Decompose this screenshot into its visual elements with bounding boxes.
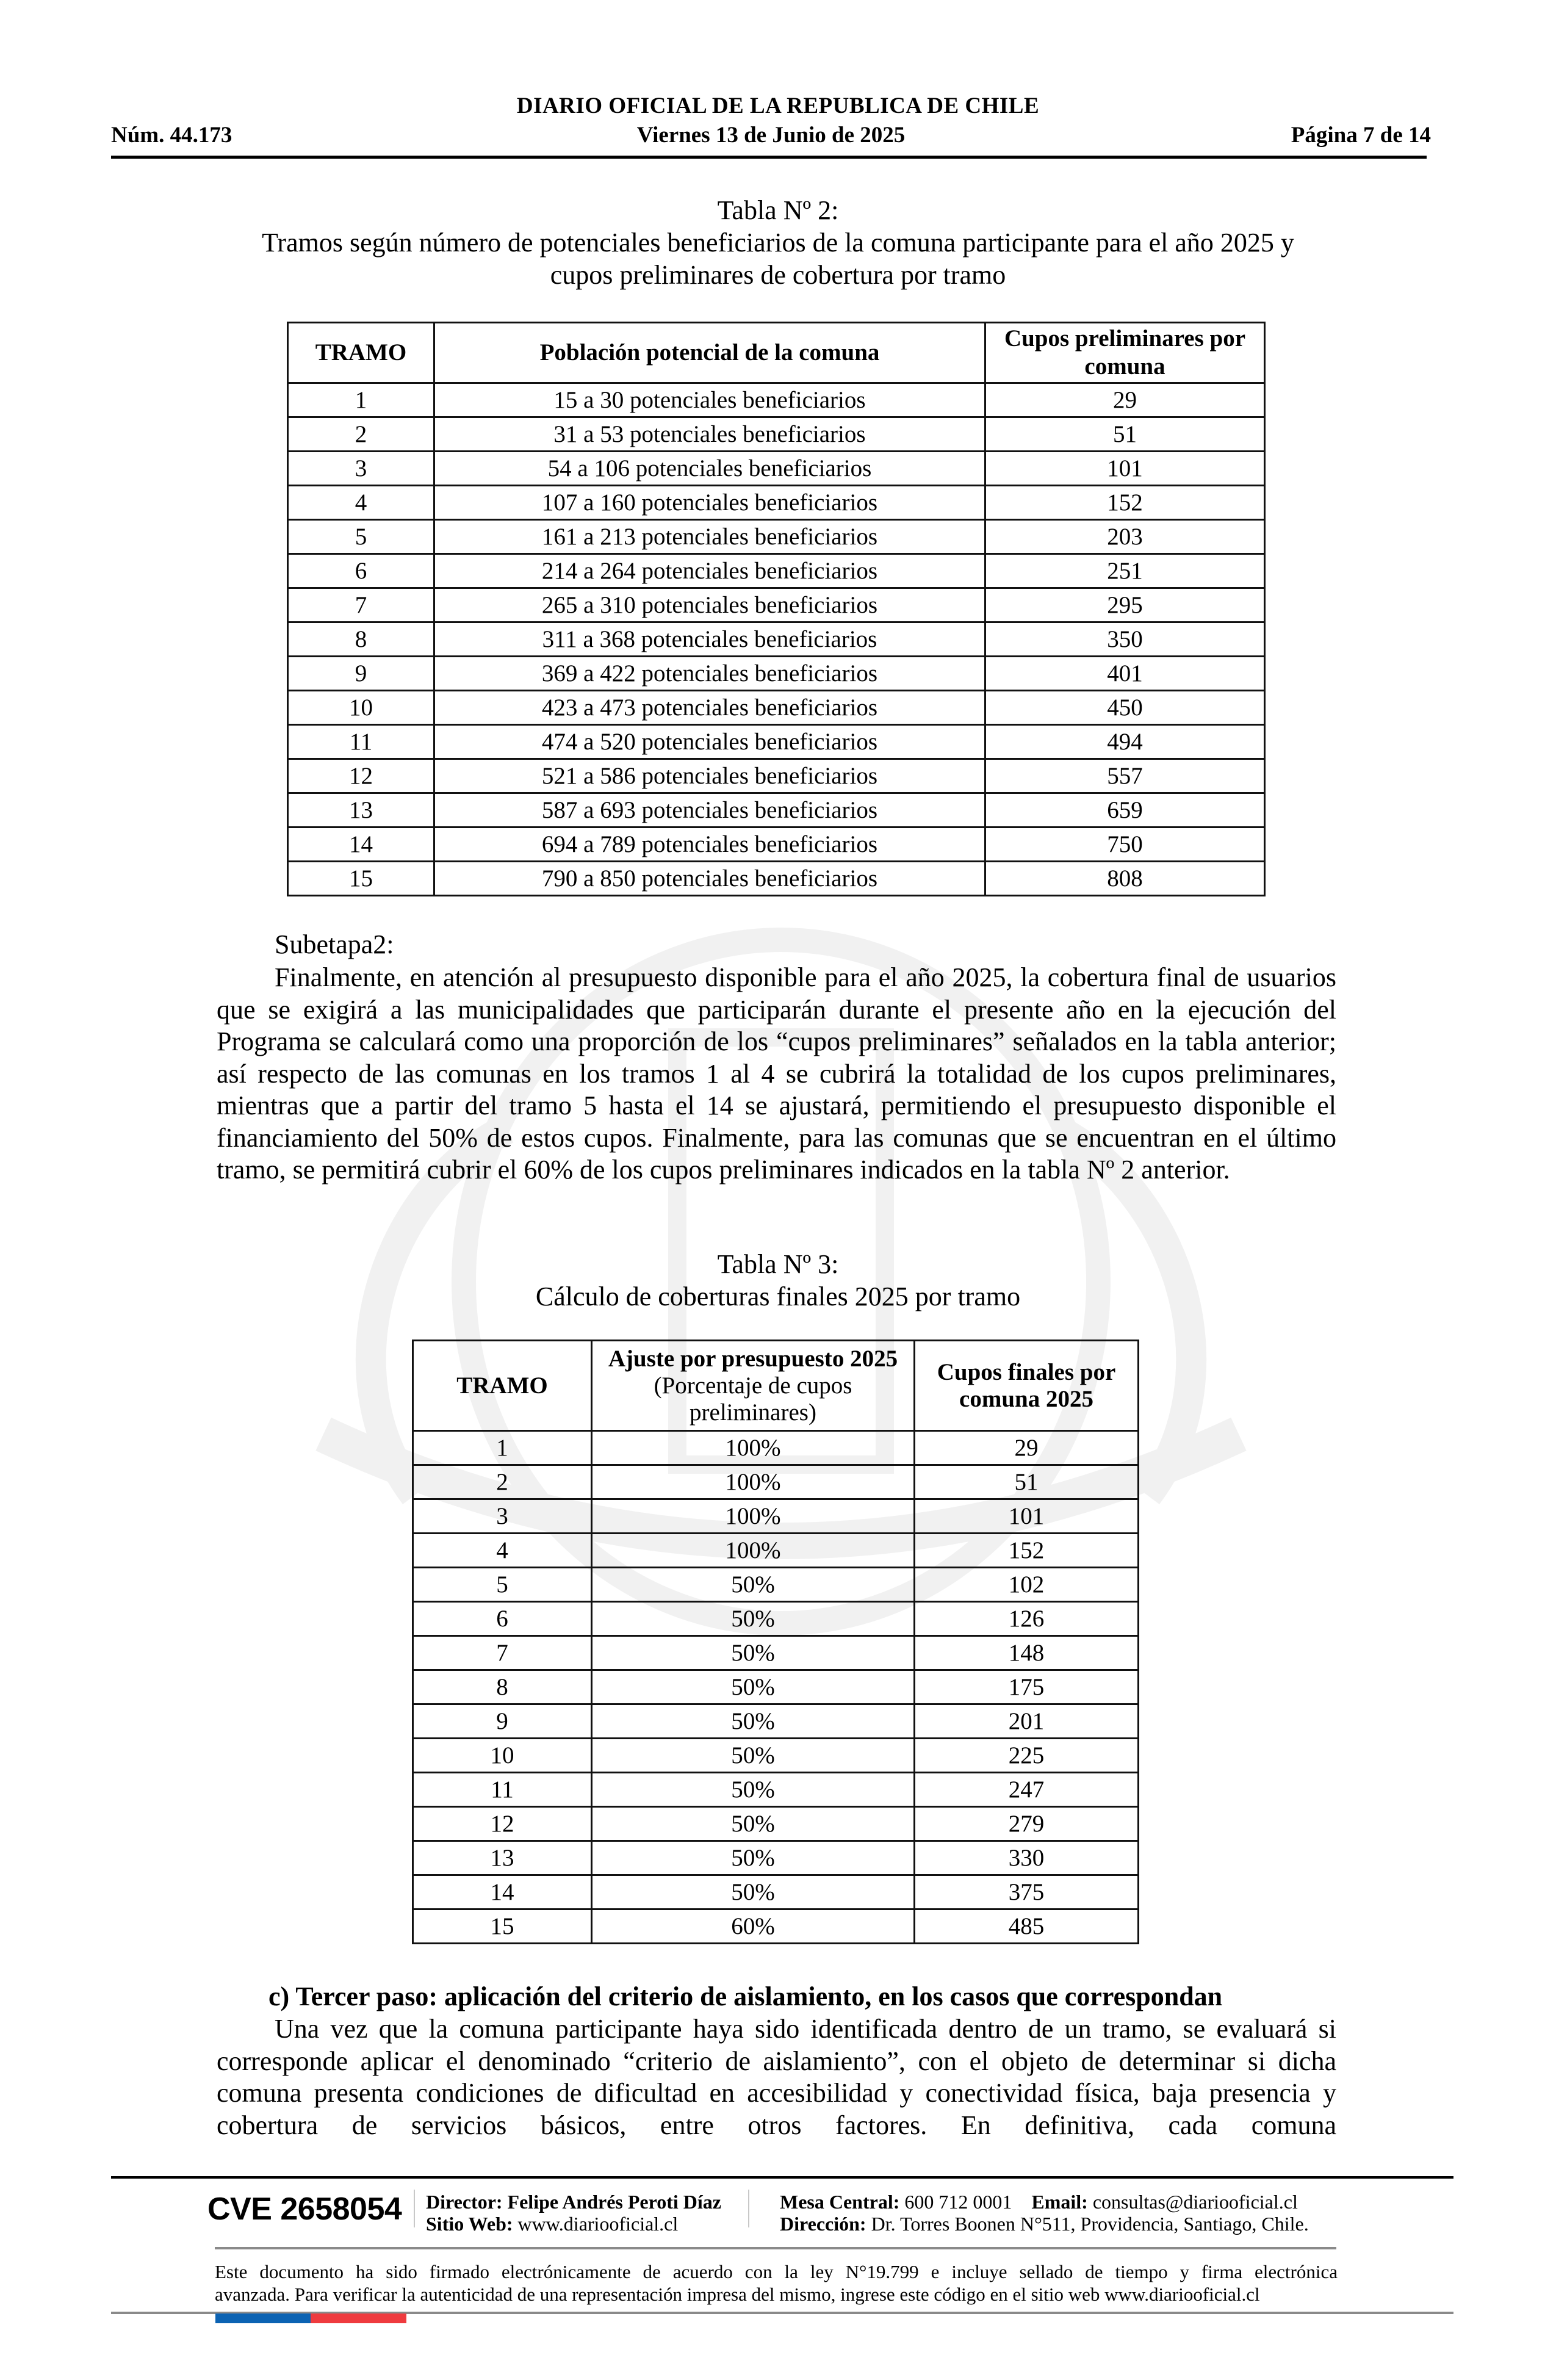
cell-ajuste: 50% — [592, 1602, 915, 1636]
cell-tramo: 6 — [413, 1602, 592, 1636]
cell-cupos-finales: 29 — [915, 1431, 1139, 1465]
subetapa-paragraph: Finalmente, en atención al presupuesto disponible para el año 2025, la cobertura final de usuarios que se exigirá a las municipalidades que participarán durante el presente año en la ejecución del Programa se calculará como una proporción de los “cupos preliminares” señalados en la tabla anterior; así respecto de las comunas en los tramos 1 al 4 se cubrirá la totalidad de los cupos preliminares, mientras que a partir del tramo 5 hasta el 14 se ajustará, permitiendo el presupuesto disponible el financiamiento del 50% de estos cupos. Finalmente, para las comunas que se encuentran en el último tramo, se permitirá cubrir el 60% de los cupos preliminares indicados en la tabla Nº 2 anterior. — [217, 962, 1336, 1185]
table-row — [413, 1909, 1139, 1944]
col-header-ajuste-title: Ajuste por presupuesto 2025 — [608, 1345, 898, 1372]
table-row — [288, 725, 1265, 759]
table-row — [288, 759, 1265, 793]
table2-caption-subtitle: cupos preliminares de cobertura por tramo — [550, 260, 1006, 290]
table-header-row — [288, 323, 1265, 383]
table-row — [413, 1431, 1139, 1465]
header-divider — [111, 156, 1427, 159]
subetapa-title: Subetapa2: — [275, 929, 394, 959]
cell-cupos-finales: 101 — [915, 1499, 1139, 1534]
col-header-poblacion: Población potencial de la comuna — [434, 323, 985, 383]
cell-tramo: 4 — [413, 1534, 592, 1568]
table-header-row — [413, 1341, 1139, 1431]
cell-tramo: 2 — [413, 1465, 592, 1499]
cell-cupos-finales: 225 — [915, 1739, 1139, 1773]
table-row — [288, 383, 1265, 417]
address-label: Dirección: — [780, 2213, 866, 2235]
legal-line-1: Este documento ha sido firmado electrónicamente de acuerdo con la ley N°19.799 e incluye sellado de tiempo y firma electrónica — [215, 2261, 1338, 2282]
cell-ajuste: 50% — [592, 1739, 915, 1773]
footer-separator — [748, 2190, 749, 2227]
cell-poblacion: 265 a 310 potenciales beneficiarios — [434, 588, 985, 622]
cell-tramo: 7 — [413, 1636, 592, 1670]
table-row — [288, 452, 1265, 486]
cell-poblacion: 790 a 850 potenciales beneficiarios — [434, 862, 985, 896]
address-text: Dr. Torres Boonen N°511, Providencia, Santiago, Chile. — [871, 2213, 1309, 2235]
table-row — [288, 828, 1265, 862]
email-label: Email: — [1031, 2191, 1088, 2213]
cell-poblacion: 521 a 586 potenciales beneficiarios — [434, 759, 985, 793]
cell-poblacion: 423 a 473 potenciales beneficiarios — [434, 691, 985, 725]
cell-cupos: 101 — [985, 452, 1265, 486]
footer-separator — [414, 2190, 415, 2227]
cell-poblacion: 311 a 368 potenciales beneficiarios — [434, 622, 985, 657]
cell-tramo: 5 — [288, 520, 434, 554]
cell-cupos-finales: 247 — [915, 1773, 1139, 1807]
cell-cupos-finales: 201 — [915, 1704, 1139, 1739]
cell-ajuste: 100% — [592, 1465, 915, 1499]
cell-cupos: 203 — [985, 520, 1265, 554]
cell-tramo: 1 — [413, 1431, 592, 1465]
cell-poblacion: 15 a 30 potenciales beneficiarios — [434, 383, 985, 417]
phone-label: Mesa Central: — [780, 2191, 900, 2213]
cell-cupos-finales: 51 — [915, 1465, 1139, 1499]
table-row — [288, 417, 1265, 452]
page-indicator: Página 7 de 14 — [1291, 123, 1431, 148]
cell-ajuste: 60% — [592, 1909, 915, 1944]
cell-ajuste: 100% — [592, 1431, 915, 1465]
cell-cupos: 659 — [985, 793, 1265, 828]
table-row — [413, 1670, 1139, 1704]
table-row — [413, 1739, 1139, 1773]
cell-poblacion: 107 a 160 potenciales beneficiarios — [434, 486, 985, 520]
table-tramos-beneficiarios — [287, 322, 1266, 896]
cell-cupos-finales: 175 — [915, 1670, 1139, 1704]
footer-divider-middle — [215, 2247, 1336, 2249]
cell-ajuste: 50% — [592, 1636, 915, 1670]
cell-cupos: 51 — [985, 417, 1265, 452]
cell-tramo: 3 — [413, 1499, 592, 1534]
table-row — [413, 1602, 1139, 1636]
cell-cupos-finales: 330 — [915, 1841, 1139, 1875]
tercer-paso-heading: c) Tercer paso: aplicación del criterio de aislamiento, en los casos que correspondan — [268, 1982, 1223, 2011]
col-header-tramo: TRAMO — [413, 1341, 592, 1431]
cell-tramo: 14 — [288, 828, 434, 862]
cell-tramo: 4 — [288, 486, 434, 520]
cell-cupos-finales: 102 — [915, 1568, 1139, 1602]
cell-poblacion: 369 a 422 potenciales beneficiarios — [434, 657, 985, 691]
table3-caption-number: Tabla Nº 3: — [717, 1249, 839, 1279]
header-row — [111, 122, 1431, 149]
table-coberturas-finales — [412, 1340, 1139, 1944]
cell-tramo: 7 — [288, 588, 434, 622]
cell-poblacion: 54 a 106 potenciales beneficiarios — [434, 452, 985, 486]
legal-notice — [215, 2260, 1338, 2306]
table-row — [413, 1807, 1139, 1841]
table-row — [413, 1875, 1139, 1909]
cell-ajuste: 50% — [592, 1875, 915, 1909]
cell-cupos: 557 — [985, 759, 1265, 793]
table-row — [288, 793, 1265, 828]
table-row — [288, 486, 1265, 520]
col-header-cupos-preliminares: Cupos preliminares por comuna — [985, 323, 1265, 383]
table-row — [288, 588, 1265, 622]
tercer-paso-paragraph: Una vez que la comuna participante haya sido identificada dentro de un tramo, se evaluará si corresponde aplicar el denominado “criterio de aislamiento”, con el objeto de determinar si dicha comuna presenta condiciones de dificultad en accesibilidad y conectividad física, baja presencia y cobertura de servicios básicos, entre otros factores. En definitiva, cada comuna — [217, 2014, 1336, 2140]
cell-tramo: 12 — [413, 1807, 592, 1841]
cell-ajuste: 100% — [592, 1534, 915, 1568]
col-header-ajuste — [592, 1341, 915, 1431]
cell-poblacion: 474 a 520 potenciales beneficiarios — [434, 725, 985, 759]
cell-tramo: 9 — [413, 1704, 592, 1739]
cell-cupos-finales: 279 — [915, 1807, 1139, 1841]
table3-caption-title: Cálculo de coberturas finales 2025 por tramo — [535, 1282, 1021, 1311]
cell-tramo: 15 — [288, 862, 434, 896]
cell-ajuste: 50% — [592, 1670, 915, 1704]
cell-cupos: 494 — [985, 725, 1265, 759]
cell-tramo: 12 — [288, 759, 434, 793]
legal-line-2: avanzada. Para verificar la autenticidad de una representación impresa del mismo, ingrese este código en el sitio web www.diariooficial.cl — [215, 2284, 1260, 2305]
issue-number: Núm. 44.173 — [111, 123, 232, 148]
cell-cupos: 295 — [985, 588, 1265, 622]
cell-tramo: 11 — [288, 725, 434, 759]
cell-poblacion: 694 a 789 potenciales beneficiarios — [434, 828, 985, 862]
footer-divider-top — [111, 2176, 1453, 2179]
table-row — [288, 554, 1265, 588]
director-label: Director: — [426, 2191, 503, 2213]
table-row — [413, 1636, 1139, 1670]
cell-cupos-finales: 375 — [915, 1875, 1139, 1909]
col-header-cupos-finales: Cupos finales por comuna 2025 — [915, 1341, 1139, 1431]
cell-tramo: 10 — [288, 691, 434, 725]
cell-cupos: 750 — [985, 828, 1265, 862]
cell-tramo: 1 — [288, 383, 434, 417]
table-row — [288, 657, 1265, 691]
website-link[interactable]: www.diariooficial.cl — [517, 2213, 679, 2235]
cell-poblacion: 31 a 53 potenciales beneficiarios — [434, 417, 985, 452]
cell-cupos: 450 — [985, 691, 1265, 725]
table-row — [288, 691, 1265, 725]
table-row — [288, 520, 1265, 554]
table-row — [288, 862, 1265, 896]
table2-caption-number: Tabla Nº 2: — [717, 195, 839, 225]
cell-tramo: 15 — [413, 1909, 592, 1944]
cell-ajuste: 50% — [592, 1841, 915, 1875]
cell-tramo: 8 — [288, 622, 434, 657]
flag-stripe-red-icon — [311, 2313, 406, 2323]
cell-cupos: 350 — [985, 622, 1265, 657]
cell-poblacion: 161 a 213 potenciales beneficiarios — [434, 520, 985, 554]
email-link[interactable]: consultas@diariooficial.cl — [1092, 2191, 1298, 2213]
flag-stripe-blue-icon — [215, 2313, 311, 2323]
table-row — [413, 1534, 1139, 1568]
cell-tramo: 6 — [288, 554, 434, 588]
phone-number: 600 712 0001 — [904, 2191, 1012, 2213]
table-row — [413, 1704, 1139, 1739]
cell-cupos: 401 — [985, 657, 1265, 691]
table-row — [413, 1773, 1139, 1807]
cell-tramo: 14 — [413, 1875, 592, 1909]
cell-tramo: 13 — [288, 793, 434, 828]
cell-tramo: 13 — [413, 1841, 592, 1875]
cell-ajuste: 50% — [592, 1807, 915, 1841]
cell-cupos: 152 — [985, 486, 1265, 520]
director-name: Felipe Andrés Peroti Díaz — [507, 2191, 721, 2213]
table2-caption-title: Tramos según número de potenciales beneficiarios de la comuna participante para el año 2025 y — [262, 228, 1294, 258]
cell-tramo: 3 — [288, 452, 434, 486]
cell-cupos-finales: 152 — [915, 1534, 1139, 1568]
cell-poblacion: 587 a 693 potenciales beneficiarios — [434, 793, 985, 828]
issue-date: Viernes 13 de Junio de 2025 — [636, 123, 906, 148]
footer-contact-block — [780, 2191, 1309, 2235]
cell-cupos-finales: 485 — [915, 1909, 1139, 1944]
cell-poblacion: 214 a 264 potenciales beneficiarios — [434, 554, 985, 588]
cell-tramo: 2 — [288, 417, 434, 452]
cell-tramo: 8 — [413, 1670, 592, 1704]
cell-tramo: 5 — [413, 1568, 592, 1602]
cell-cupos-finales: 126 — [915, 1602, 1139, 1636]
table-row — [413, 1465, 1139, 1499]
cell-tramo: 10 — [413, 1739, 592, 1773]
cell-cupos: 251 — [985, 554, 1265, 588]
table-row — [413, 1499, 1139, 1534]
col-header-tramo: TRAMO — [288, 323, 434, 383]
cell-cupos-finales: 148 — [915, 1636, 1139, 1670]
cell-tramo: 11 — [413, 1773, 592, 1807]
cell-cupos: 29 — [985, 383, 1265, 417]
cell-ajuste: 50% — [592, 1568, 915, 1602]
cve-code: CVE 2658054 — [207, 2191, 402, 2227]
publication-title: DIARIO OFICIAL DE LA REPUBLICA DE CHILE — [516, 93, 1040, 118]
cell-ajuste: 100% — [592, 1499, 915, 1534]
table-row — [413, 1568, 1139, 1602]
cell-ajuste: 50% — [592, 1773, 915, 1807]
table-row — [413, 1841, 1139, 1875]
table-row — [288, 622, 1265, 657]
website-label: Sitio Web: — [426, 2213, 513, 2235]
cell-tramo: 9 — [288, 657, 434, 691]
cell-ajuste: 50% — [592, 1704, 915, 1739]
footer-director-block — [426, 2191, 721, 2235]
col-header-ajuste-subtitle: (Porcentaje de cupos preliminares) — [654, 1372, 852, 1426]
cell-cupos: 808 — [985, 862, 1265, 896]
